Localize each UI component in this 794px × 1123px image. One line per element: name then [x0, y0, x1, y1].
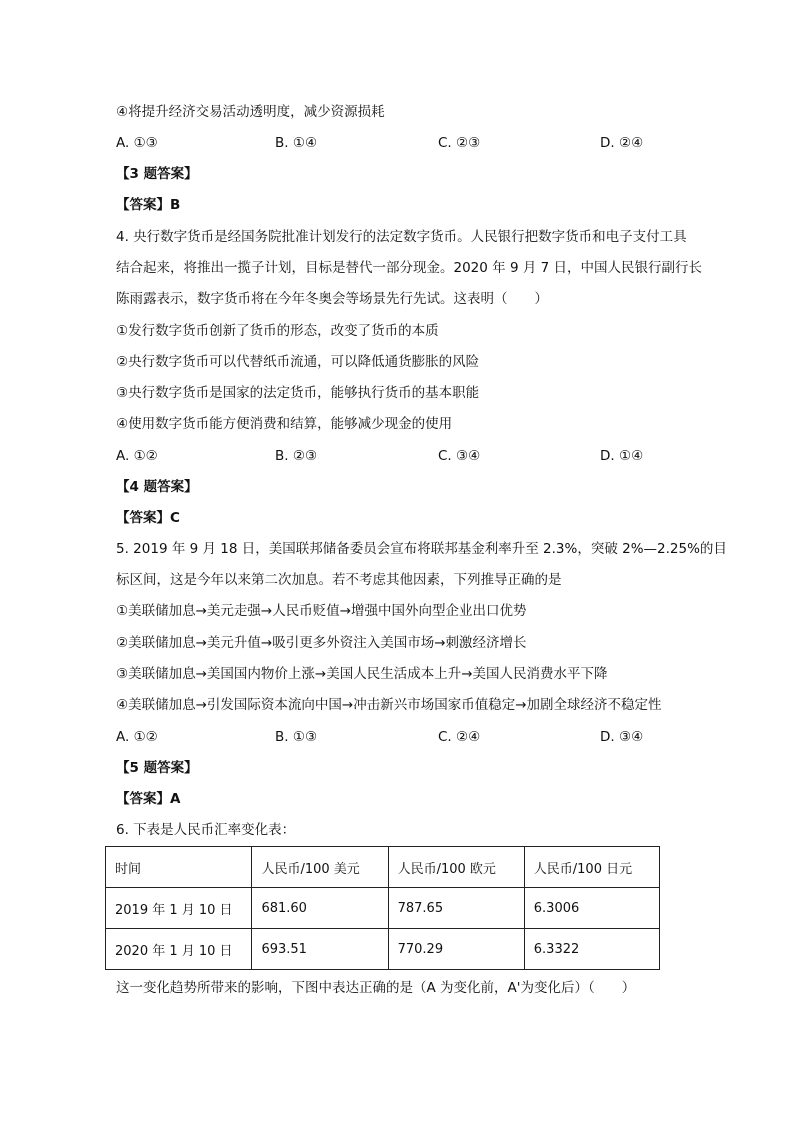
table-header-cell: 人民币/100 欧元 — [388, 847, 524, 888]
q4-stem-line-3: 陈雨露表示，数字货币将在今年冬奥会等场景先行先试。这表明（ ） — [116, 291, 548, 307]
q4-item-2: ②央行数字货币可以代替纸币流通，可以降低通货膨胀的风险 — [116, 354, 480, 370]
q3-option-c[interactable]: C. ②③ — [438, 135, 481, 151]
q3-option-a[interactable]: A. ①③ — [116, 135, 158, 151]
q5-options — [116, 727, 676, 747]
q3-option-d[interactable]: D. ②④ — [600, 135, 644, 151]
q4-item-4: ④使用数字货币能方便消费和结算，能够减少现金的使用 — [116, 416, 453, 432]
exchange-rate-table — [105, 846, 660, 970]
q6-followup: 这一变化趋势所带来的影响，下图中表达正确的是（A 为变化前，A'为变化后）（ ） — [116, 980, 636, 996]
q5-item-2: ②美联储加息→美元升值→吸引更多外资注入美国市场→刺激经济增长 — [116, 635, 527, 651]
q3-option-b[interactable]: B. ①④ — [275, 135, 318, 151]
table-row — [106, 929, 660, 970]
q4-option-d[interactable]: D. ①④ — [600, 448, 644, 464]
q4-option-c[interactable]: C. ③④ — [438, 448, 481, 464]
q4-options — [116, 446, 676, 466]
q5-option-c[interactable]: C. ②④ — [438, 729, 481, 745]
q5-item-4: ④美联储加息→引发国际资本流向中国→冲击新兴市场国家币值稳定→加剧全球经济不稳定性 — [116, 697, 662, 713]
table-cell: 681.60 — [252, 888, 388, 929]
table-cell: 2020 年 1 月 10 日 — [106, 929, 252, 970]
q6-stem: 6. 下表是人民币汇率变化表： — [116, 822, 296, 838]
table-cell: 6.3006 — [524, 888, 659, 929]
q4-stem-line-2: 结合起来，将推出一揽子计划，目标是替代一部分现金。2020 年 9 月 7 日，中国人民银行副行长 — [116, 260, 702, 276]
q4-answer: 【答案】C — [116, 510, 180, 526]
q3-answer-header: 【3 题答案】 — [116, 166, 198, 182]
q3-options — [116, 133, 676, 153]
table-cell: 2019 年 1 月 10 日 — [106, 888, 252, 929]
table-header-cell: 人民币/100 日元 — [524, 847, 659, 888]
q5-item-1: ①美联储加息→美元走强→人民币贬值→增强中国外向型企业出口优势 — [116, 603, 527, 619]
q4-stem-line-1: 4. 央行数字货币是经国务院批准计划发行的法定数字货币。人民银行把数字货币和电子支付工具 — [116, 229, 687, 245]
table-cell: 787.65 — [388, 888, 524, 929]
q4-item-1: ①发行数字货币创新了货币的形态，改变了货币的本质 — [116, 323, 439, 339]
q4-item-3: ③央行数字货币是国家的法定货币，能够执行货币的基本职能 — [116, 385, 480, 401]
q4-answer-header: 【4 题答案】 — [116, 479, 198, 495]
table-header-cell: 人民币/100 美元 — [252, 847, 388, 888]
q4-option-b[interactable]: B. ②③ — [275, 448, 318, 464]
q4-option-a[interactable]: A. ①② — [116, 448, 158, 464]
q5-stem-line-1: 5. 2019 年 9 月 18 日，美国联邦储备委员会宣布将联邦基金利率升至 2.3%，突破 2%—2.25%的目 — [116, 541, 727, 557]
q5-option-a[interactable]: A. ①② — [116, 729, 158, 745]
table-header-row — [106, 847, 660, 888]
q5-stem-line-2: 标区间，这是今年以来第二次加息。若不考虑其他因素，下列推导正确的是 — [116, 572, 562, 588]
q5-option-d[interactable]: D. ③④ — [600, 729, 644, 745]
q3-item-4: ④将提升经济交易活动透明度，减少资源损耗 — [116, 104, 385, 120]
table-header-cell: 时间 — [106, 847, 252, 888]
q3-answer: 【答案】B — [116, 197, 181, 213]
q5-answer-header: 【5 题答案】 — [116, 760, 198, 776]
q5-item-3: ③美联储加息→美国国内物价上涨→美国人民生活成本上升→美国人民消费水平下降 — [116, 666, 608, 682]
table-cell: 770.29 — [388, 929, 524, 970]
table-cell: 693.51 — [252, 929, 388, 970]
q5-option-b[interactable]: B. ①③ — [275, 729, 318, 745]
q5-answer: 【答案】A — [116, 791, 181, 807]
table-row — [106, 888, 660, 929]
table-cell: 6.3322 — [524, 929, 659, 970]
